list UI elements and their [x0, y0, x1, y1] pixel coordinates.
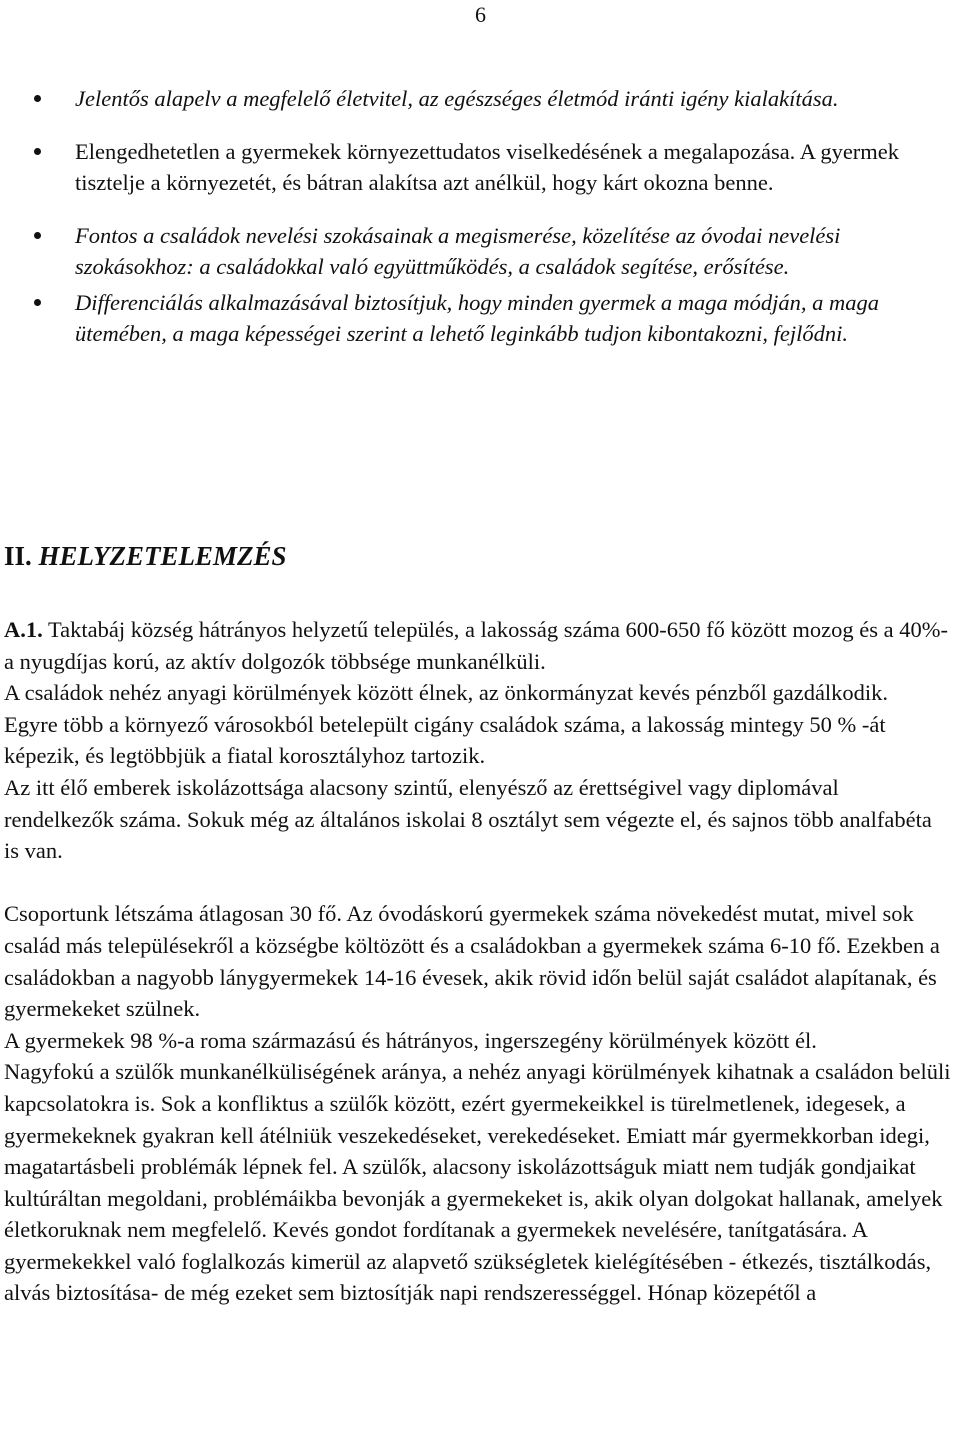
section-number: II. [4, 541, 32, 571]
list-item-text: Fontos a családok nevelési szokásainak a megismerése, közelítése az óvodai nevelési szokásokhoz: a családokkal való együttműködés, a családok segítése, erősítése. [75, 222, 841, 279]
paragraph: A családok nehéz anyagi körülmények között élnek, az önkormányzat kevés pénzből gazdálkodik. [4, 680, 889, 706]
bullet-dot-icon [34, 95, 41, 102]
list-item [0, 220, 930, 283]
section-heading [4, 539, 287, 573]
list-item-text: Elengedhetetlen a gyermekek környezettudatos viselkedésének a megalapozása. A gyermek tisztelje a környezetét, és bátran alakítsa azt anélkül, hogy kárt okozna benne. [75, 138, 900, 195]
paragraph: Csoportunk létszáma átlagosan 30 fő. Az óvodáskorú gyermekek száma növekedést mutat, mivel sok család más településekről a községbe költözött és a családokban a gyermekek száma 6-10 fő. Ezekben a családokban a nagyobb lánygyermekek 14-16 évesek, akik rövid időn belül saját családot alapítanak, és gyermekeket szülnek. [4, 901, 940, 1022]
paragraph: Az itt élő emberek iskolázottsága alacsony szintű, elenyésző az érettségivel vagy diplomával rendelkezők száma. Sokuk még az általános iskolai 8 osztályt sem végezte el, és sajnos több analfabéta is van. [4, 774, 932, 864]
section-title: HELYZETELEMZÉS [38, 541, 287, 571]
paragraph: Egyre több a környező városokból betelepült cigány családok száma, a lakosság mintegy 50 % -át képezik, és legtöbbjük a fiatal korosztályhoz tartozik. [4, 711, 886, 769]
list-item [0, 287, 930, 350]
paragraph-spacer [4, 867, 952, 899]
principles-list [0, 83, 930, 350]
bullet-dot-icon [34, 148, 41, 155]
list-item [0, 136, 930, 199]
paragraph: A gyermekek 98 %-a roma származású és hátrányos, ingerszegény körülmények között él. [4, 1027, 817, 1053]
page-number: 6 [475, 2, 486, 27]
paragraph [4, 614, 952, 677]
paragraph: Nagyfokú a szülők munkanélküliségének aránya, a nehéz anyagi körülmények kihatnak a családon belüli kapcsolatokra is. Sok a konfliktus a szülők között, ezért gyermekeikkel is türelmetlenek, idegesek, a gyermekeknek gyakran kell átélniük veszekedéseket, verekedéseket. Emiatt már gyermekkorban idegi, magatartásbeli problémák lépnek fel. A szülők, alacsony iskolázottságuk miatt nem tudják gondjaikat kultúráltan megoldani, problémáikba bevonják a gyermekeket is, akik olyan dolgokat hallanak, amelyek életkoruknak nem megfelelő. Kevés gondot fordítanak a gyermekek nevelésére, tanítgatására. A gyermekekkel való foglalkozás kimerül az alapvető szükségletek kielégítésében - étkezés, tisztálkodás, alvás biztosítása- de még ezeket sem biztosítják napi rendszerességgel. Hónap közepétől a [4, 1059, 951, 1306]
subsection-label: A.1. [4, 617, 43, 642]
situation-analysis-body [4, 614, 952, 1309]
list-item-text: Jelentős alapelv a megfelelő életvitel, az egészséges életmód iránti igény kialakítása. [75, 86, 839, 111]
list-item-text: Differenciálás alkalmazásával biztosítjuk, hogy minden gyermek a maga módján, a maga ütemében, a maga képességei szerint a lehető leginkább tudjon kibontakozni, fejlődni. [75, 289, 880, 346]
bullet-dot-icon [34, 299, 41, 306]
list-item [0, 83, 930, 115]
paragraph-text: Taktabáj község hátrányos helyzetű település, a lakosság száma 600-650 fő között mozog és a 40%-a nyugdíjas korú, az aktív dolgozók többsége munkanélküli. [4, 617, 948, 674]
bullet-dot-icon [34, 232, 41, 239]
